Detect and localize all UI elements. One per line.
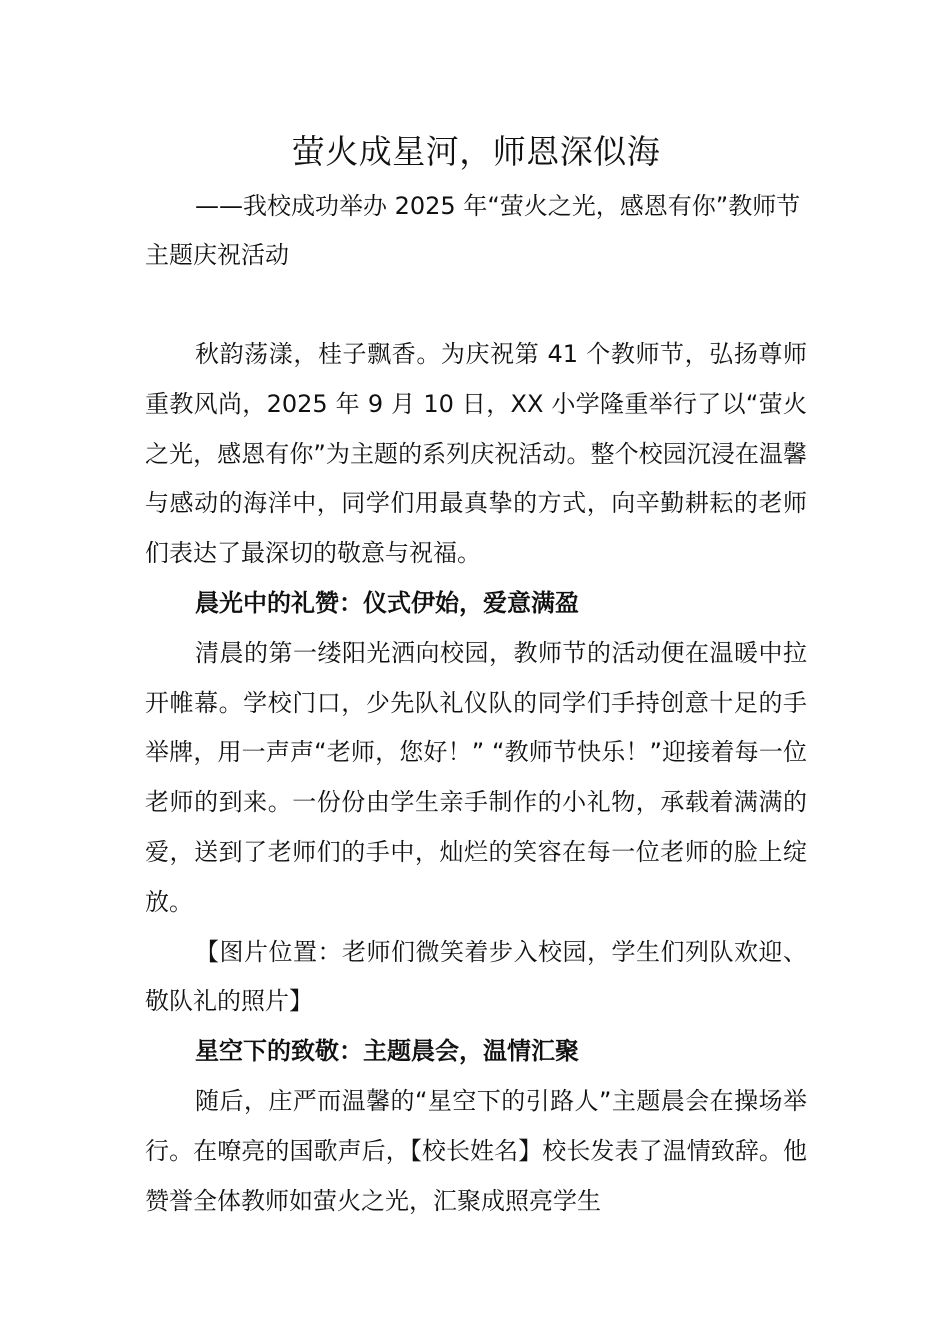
document-page	[145, 128, 807, 1226]
document-title: 萤火成星河，师恩深似海	[291, 132, 661, 171]
section-heading-starry: 星空下的致敬：主题晨会，温情汇聚	[195, 1037, 579, 1066]
image-placeholder-note: 【图片位置：老师们微笑着步入校园，学生们列队欢迎、敬队礼的照片】	[145, 937, 807, 1016]
paragraph-morning: 清晨的第一缕阳光洒向校园，教师节的活动便在温暖中拉开帷幕。学校门口，少先队礼仪队的同学们手持创意十足的手举牌，用一声声“老师，您好！” “教师节快乐！”迎接着每一位老师的到来。一份份由学生亲手制作的小礼物，承载着满满的爱，送到了老师们的手中，灿烂的笑容在每一位老师的脸上绽放。	[145, 638, 807, 916]
paragraph-intro: 秋韵荡漾，桂子飘香。为庆祝第 41 个教师节，弘扬尊师重教风尚，2025 年 9 月 10 日，XX 小学隆重举行了以“萤火之光，感恩有你”为主题的系列庆祝活动。整个校园沉浸在温馨与感动的海洋中，同学们用最真挚的方式，向辛勤耕耘的老师们表达了最深切的敬意与祝福。	[145, 340, 807, 568]
blank-line	[145, 280, 807, 330]
section-heading-morning: 晨光中的礼赞：仪式伊始，爱意满盈	[195, 588, 579, 617]
paragraph-starry: 随后，庄严而温馨的“星空下的引路人”主题晨会在操场举行。在嘹亮的国歌声后，【校长姓名】校长发表了温情致辞。他赞誉全体教师如萤火之光，汇聚成照亮学生	[145, 1086, 807, 1215]
document-subtitle: ——我校成功举办 2025 年“萤火之光，感恩有你”教师节主题庆祝活动	[145, 192, 801, 269]
